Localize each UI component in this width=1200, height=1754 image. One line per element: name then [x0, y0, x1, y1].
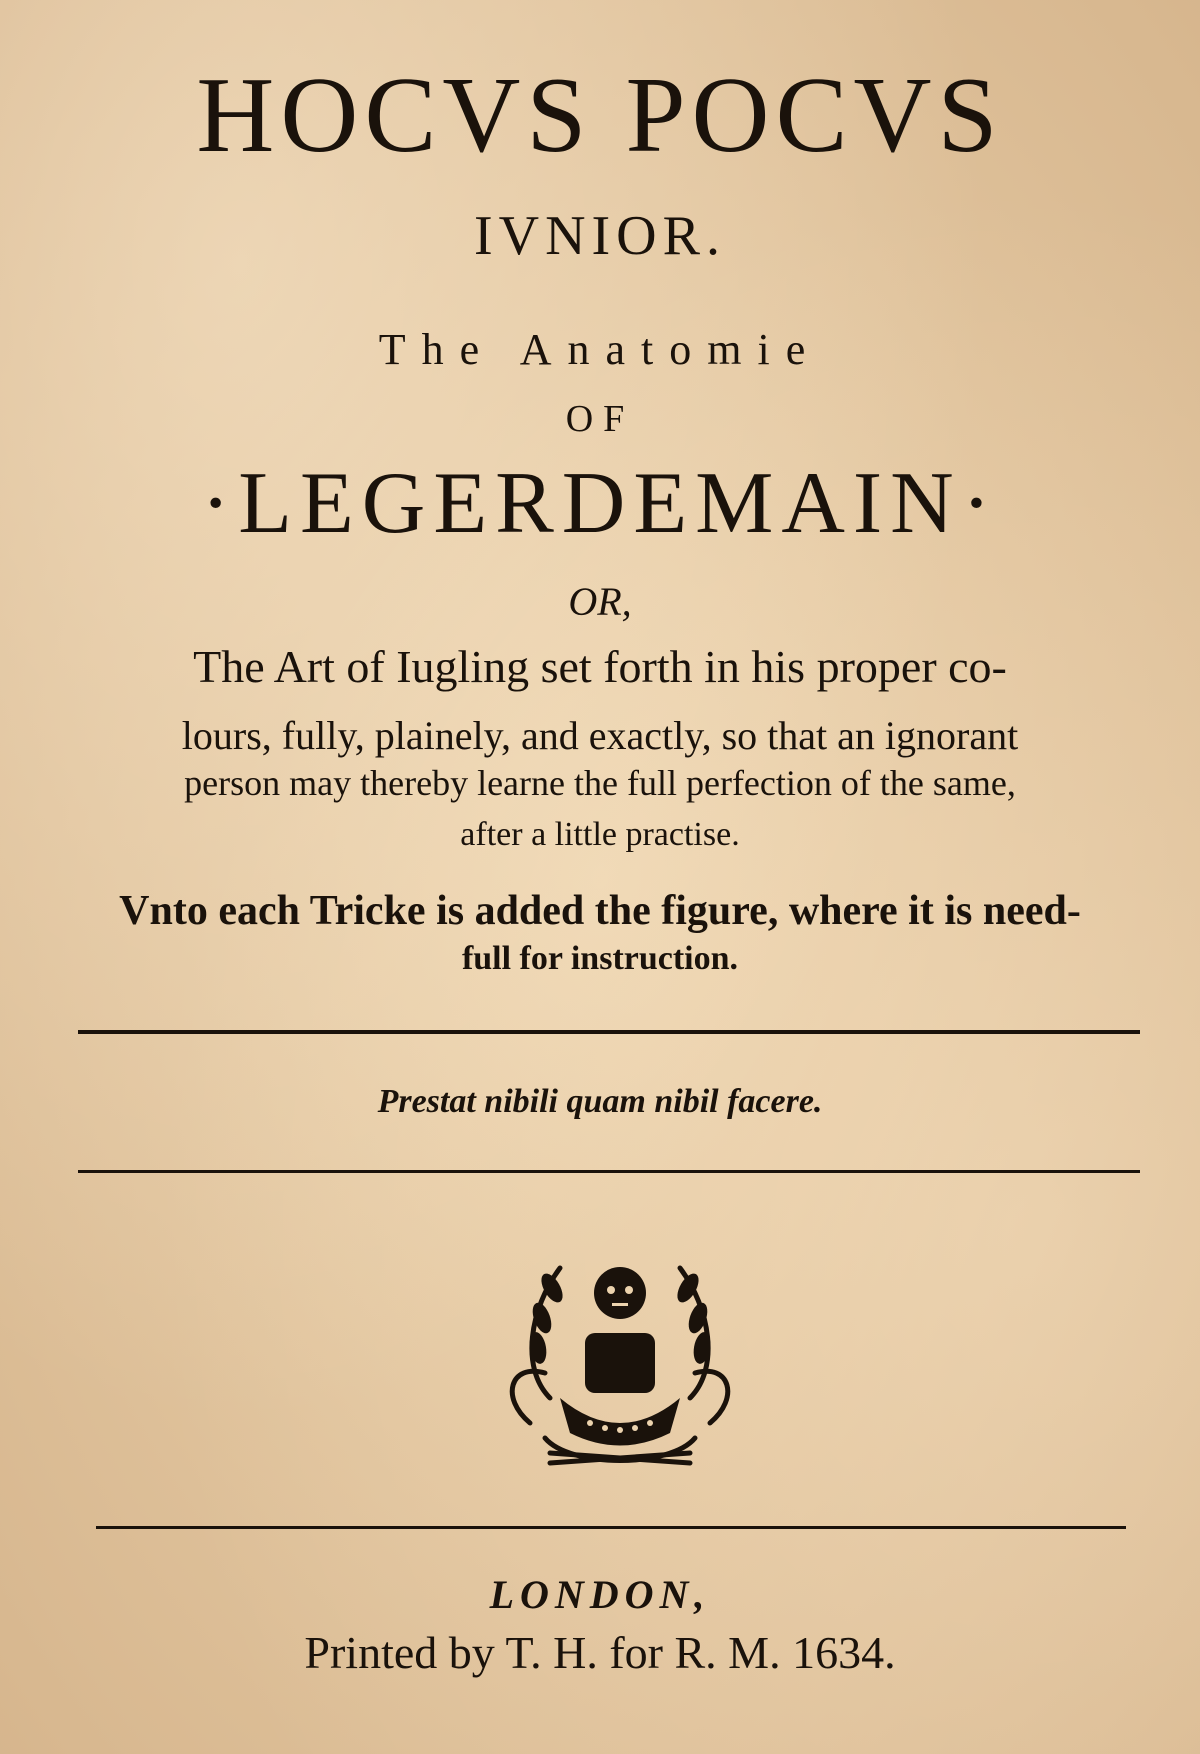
- divider-top: [78, 1030, 1140, 1034]
- divider-bottom: [96, 1526, 1126, 1529]
- main-title: HOCVS POCVS: [196, 56, 1004, 175]
- subtitle-the-anatomie: The Anatomie: [378, 325, 822, 374]
- description-line-4: after a little practise.: [460, 816, 740, 853]
- divider-middle: [78, 1170, 1140, 1173]
- description-line-2: lours, fully, plainely, and exactly, so that an ignorant: [181, 713, 1019, 758]
- description-line-3: person may thereby learne the full perfection of the same,: [184, 763, 1016, 803]
- subtitle-or: OR,: [568, 579, 632, 624]
- main-title-sub: IVNIOR.: [474, 205, 726, 267]
- imprint-printer: Printed by T. H. for R. M. 1634.: [304, 1627, 896, 1678]
- note-line-2: full for instruction.: [461, 940, 739, 977]
- subtitle-legerdemain: ·LEGERDEMAIN·: [200, 455, 1000, 552]
- imprint-city: LONDON,: [489, 1572, 711, 1617]
- description-line-1: The Art of Iugling set forth in his proper co-: [193, 641, 1007, 692]
- note-line-1: Vnto each Tricke is added the figure, where it is need-: [119, 888, 1081, 934]
- printers-device-ornament: [490, 1248, 750, 1478]
- subtitle-of: OF: [565, 398, 635, 440]
- motto: Prestat nibili quam nibil facere.: [377, 1083, 823, 1120]
